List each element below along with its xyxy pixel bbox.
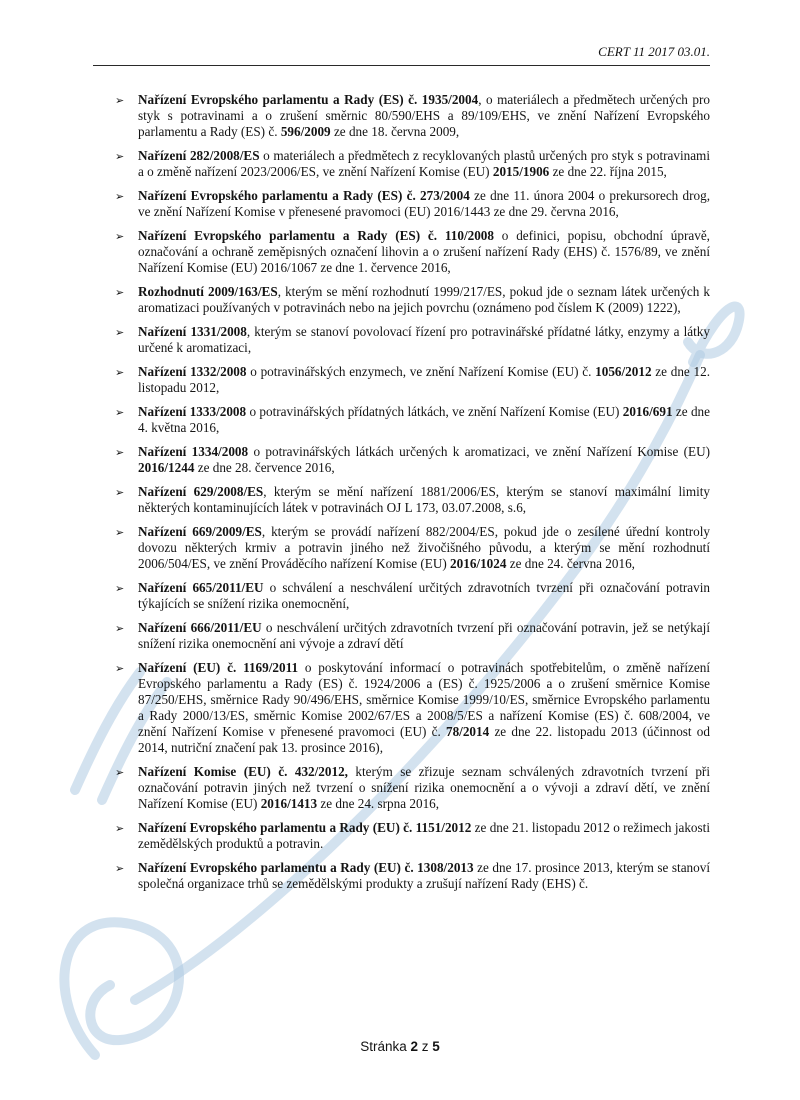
arrow-bullet-icon: ➢ (115, 486, 125, 499)
list-item (115, 620, 710, 652)
arrow-bullet-icon: ➢ (115, 150, 125, 163)
arrow-bullet-icon: ➢ (115, 622, 125, 635)
arrow-bullet-icon: ➢ (115, 286, 125, 299)
arrow-bullet-icon: ➢ (115, 230, 125, 243)
list-item-text: Nařízení 1333/2008 o potravinářských přídatných látkách, ve znění Nařízení Komise (EU) 2016/691 ze dne 4. května 2016, (138, 404, 710, 435)
header-divider (93, 65, 710, 66)
arrow-bullet-icon: ➢ (115, 94, 125, 107)
list-item-text: Nařízení Evropského parlamentu a Rady (EU) č. 1151/2012 ze dne 21. listopadu 2012 o režimech jakosti zemědělských produktů a potravin. (138, 820, 710, 851)
footer-label: Stránka (360, 1039, 407, 1054)
footer-of-label: z (421, 1039, 429, 1054)
list-item-text: Nařízení 282/2008/ES o materiálech a předmětech z recyklovaných plastů určených pro styk s potravinami a o změně nařízení 2023/2006/ES, ve znění Nařízení Komise (EU) 2015/1906 ze dne 22. října 2015, (138, 148, 710, 179)
arrow-bullet-icon: ➢ (115, 190, 125, 203)
arrow-bullet-icon: ➢ (115, 406, 125, 419)
list-item (115, 324, 710, 356)
list-item-text: Nařízení Komise (EU) č. 432/2012, kterým se zřizuje seznam schválených zdravotních tvrzení při označování potravin jiných než tvrzení o snížení rizika onemocnění a o vývoji a zdraví dětí, ve znění Nařízení Komise (EU) 2016/1413 ze dne 24. srpna 2016, (138, 764, 710, 811)
arrow-bullet-icon: ➢ (115, 446, 125, 459)
list-item (115, 444, 710, 476)
list-item-text: Rozhodnutí 2009/163/ES, kterým se mění rozhodnutí 1999/217/ES, pokud jde o seznam látek určených k aromatizaci používaných v potravinách nebo na jejich povrchu (oznámeno pod číslem K (2009) 1222), (138, 284, 711, 315)
list-item (115, 524, 710, 572)
list-item (115, 148, 710, 180)
list-item-text: Nařízení 665/2011/EU o schválení a neschválení určitých zdravotních tvrzení při označování potravin týkajících se snížení rizika onemocnění, (138, 580, 710, 611)
list-item (115, 860, 710, 892)
regulation-list (93, 92, 710, 892)
arrow-bullet-icon: ➢ (115, 862, 125, 875)
list-item (115, 364, 710, 396)
list-item (115, 820, 710, 852)
list-item-text: Nařízení 1332/2008 o potravinářských enzymech, ve znění Nařízení Komise (EU) č. 1056/2012 ze dne 12. listopadu 2012, (138, 364, 710, 395)
list-item-text: Nařízení Evropského parlamentu a Rady (ES) č. 110/2008 o definici, popisu, obchodní úpravě, označování a ochraně zeměpisných označení lihovin a o zrušení nařízení Rady (EHS) č. 1576/89, ve znění Nařízení Komise (EU) 2016/1067 ze dne 1. července 2016, (138, 228, 710, 275)
footer-page-number: 2 (410, 1039, 418, 1054)
list-item-text: Nařízení 1334/2008 o potravinářských látkách určených k aromatizaci, ve znění Nařízení Komise (EU) 2016/1244 ze dne 28. července 2016, (138, 444, 710, 475)
list-item (115, 764, 710, 812)
list-item (115, 92, 710, 140)
list-item (115, 660, 710, 756)
list-item-text: Nařízení (EU) č. 1169/2011 o poskytování informací o potravinách spotřebitelům, o změně nařízení Evropského parlamentu a Rady (ES) č. 1924/2006 a (ES) č. 1925/2006 a o zrušení směrnice Komise 87/250/EHS, směrnice Rady 90/496/EHS, směrnice Komise 1999/10/ES, směrnice Evropského parlamentu a Rady 2000/13/ES, směrnic Komise 2002/67/ES a 2008/5/ES a nařízení Komise (ES) č. 608/2004, ve znění Nařízení Komise v přenesené pravomoci (EU) č. 78/2014 ze dne 22. listopadu 2013 (účinnost od 2014, nutriční značení pak 13. prosince 2016), (138, 660, 710, 755)
list-item-text: Nařízení 669/2009/ES, kterým se provádí nařízení 882/2004/ES, pokud jde o zesílené úřední kontroly dovozu některých krmiv a potravin jiného než živočišného původu, a kterým se mění rozhodnutí 2006/504/ES, ve znění Prováděcího nařízení Komise (EU) 2016/1024 ze dne 24. června 2016, (138, 524, 710, 571)
arrow-bullet-icon: ➢ (115, 326, 125, 339)
list-item (115, 228, 710, 276)
arrow-bullet-icon: ➢ (115, 766, 125, 779)
page-footer (0, 1039, 800, 1054)
list-item (115, 580, 710, 612)
arrow-bullet-icon: ➢ (115, 822, 125, 835)
list-item-text: Nařízení Evropského parlamentu a Rady (EU) č. 1308/2013 ze dne 17. prosince 2013, kterým se stanoví společná organizace trhů se zemědělskými produkty a zrušují nařízení Rady (EHS) č. (138, 860, 711, 891)
list-item-text: Nařízení Evropského parlamentu a Rady (ES) č. 273/2004 ze dne 11. února 2004 o prekursorech drog, ve znění Nařízení Komise v přenesené pravomoci (EU) 2016/1443 ze dne 29. června 2016, (138, 188, 711, 219)
arrow-bullet-icon: ➢ (115, 366, 125, 379)
list-item (115, 284, 710, 316)
footer-page-total: 5 (432, 1039, 440, 1054)
arrow-bullet-icon: ➢ (115, 526, 125, 539)
header-reference: CERT 11 2017 03.01. (598, 44, 710, 59)
arrow-bullet-icon: ➢ (115, 662, 125, 675)
arrow-bullet-icon: ➢ (115, 582, 125, 595)
list-item-text: Nařízení 666/2011/EU o neschválení určitých zdravotních tvrzení při označování potravin, jež se netýkají snížení rizika onemocnění ani vývoje a zdraví dětí (138, 620, 710, 651)
list-item-text: Nařízení 1331/2008, kterým se stanoví povolovací řízení pro potravinářské přídatné látky, enzymy a látky určené k aromatizaci, (138, 324, 710, 355)
list-item (115, 404, 710, 436)
list-item (115, 484, 710, 516)
list-item-text: Nařízení 629/2008/ES, kterým se mění nařízení 1881/2006/ES, kterým se stanoví maximální limity některých kontaminujících látek v potravinách OJ L 173, 03.07.2008, s.6, (138, 484, 710, 515)
document-header (93, 44, 710, 59)
list-item (115, 188, 710, 220)
list-item-text: Nařízení Evropského parlamentu a Rady (ES) č. 1935/2004, o materiálech a předmětech určených pro styk s potravinami a o zrušení směrnic 80/590/EHS a 89/109/EHS, ve znění Nařízení Evropského parlamentu a Rady (ES) č. 596/2009 ze dne 18. června 2009, (138, 92, 710, 139)
